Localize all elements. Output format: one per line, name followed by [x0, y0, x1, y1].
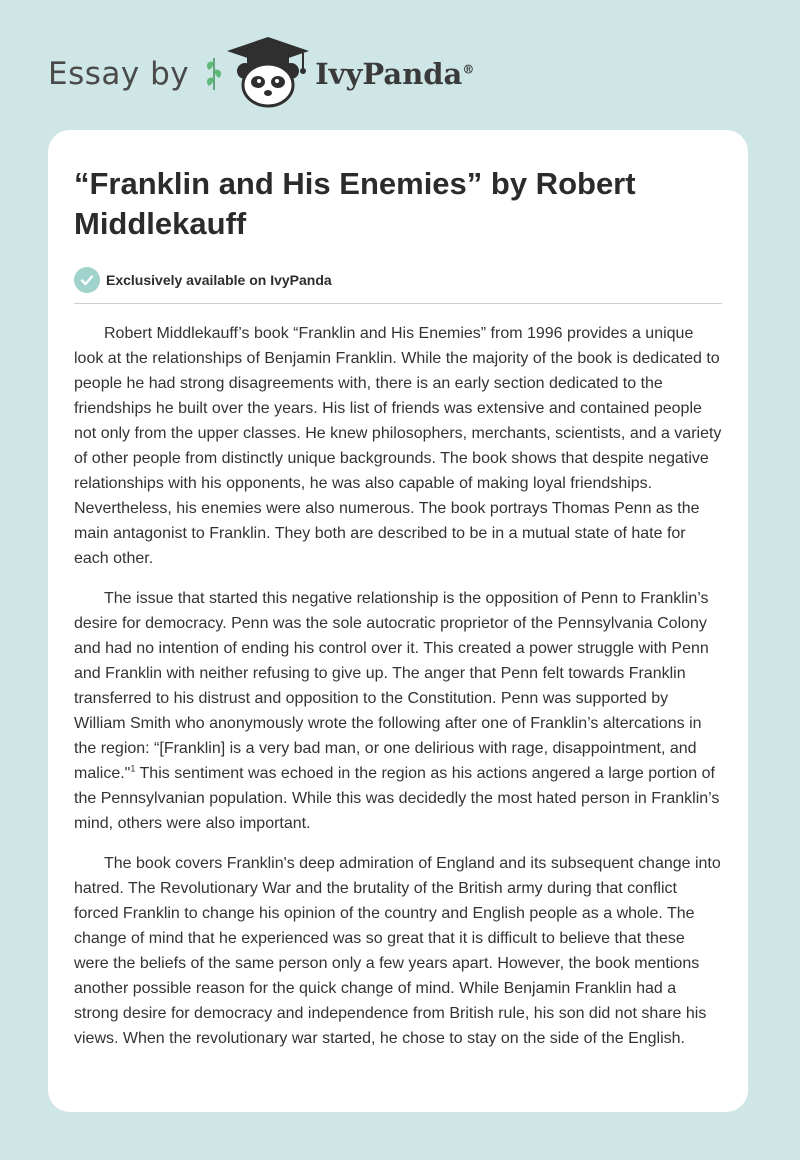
registered-mark: ® — [462, 62, 475, 77]
panda-logo-icon — [225, 35, 311, 114]
essay-card — [48, 130, 748, 1112]
essay-by-label: Essay by — [48, 56, 190, 92]
ivypanda-logo[interactable] — [203, 35, 474, 114]
essay-title: “Franklin and His Enemies” by Robert Middlekauff — [74, 166, 636, 241]
ivy-leaf-icon — [203, 52, 225, 97]
paragraph-2: The issue that started this negative relationship is the opposition of Penn to Franklin’s desire for democracy. Penn was the sole autocratic proprietor of the Pennsylvania Colony and had no intention of ending his control over it. This created a power struggle with Penn and Franklin with neither refusing to give up. The anger that Penn felt towards Franklin transferred to his distrust and opposition to the Constitution. Penn was supported by William Smith who anonymously wrote the following after one of Franklin’s altercations in the region: “[Franklin] is a very bad man, or one delirious with rage, disappointment, and malice."$^1$ This sentiment was echoed in the region as his actions angered a large portion of the Pennsylvanian population. While this was decidedly the most hated person in Franklin’s mind, others were also important. — [74, 590, 720, 832]
site-header — [48, 34, 474, 114]
exclusive-badge-label: Exclusively available on IvyPanda — [106, 272, 332, 288]
divider — [74, 303, 722, 304]
footnote-1[interactable]: 1 — [130, 763, 136, 774]
exclusive-badge — [74, 266, 722, 294]
check-icon — [74, 267, 100, 293]
paragraph-1: Robert Middlekauff’s book “Franklin and His Enemies” from 1996 provides a unique look at the relationships of Benjamin Franklin. While the majority of the book is dedicated to people he had strong disagreements with, there is an early section dedicated to the friendships he built over the years. His list of friends was extensive and contained people not only from the upper classes. He knew philosophers, merchants, scientists, and a variety of other people from distinctly unique backgrounds. The book shows that despite negative relationships with his opponents, he was also capable of making loyal friendships. Nevertheless, his enemies were also numerous. The book portrays Thomas Penn as the main antagonist to Franklin. They both are described to be in a mutual state of hate for each other. — [74, 325, 722, 567]
brand-name: IvyPanda® — [315, 57, 475, 91]
paragraph-3: The book covers Franklin's deep admiration of England and its subsequent change into hatred. The Revolutionary War and the brutality of the British army during that conflict forced Franklin to change his opinion of the country and English people as a whole. The change of mind that he experienced was so great that it is difficult to believe that these were the beliefs of the same person only a few years apart. However, the book mentions another possible reason for the quick change of mind. While Benjamin Franklin had a strong desire for democracy and independence from British rule, his son did not share his views. When the revolutionary war started, he chose to stay on the side of the English. — [74, 855, 721, 1047]
